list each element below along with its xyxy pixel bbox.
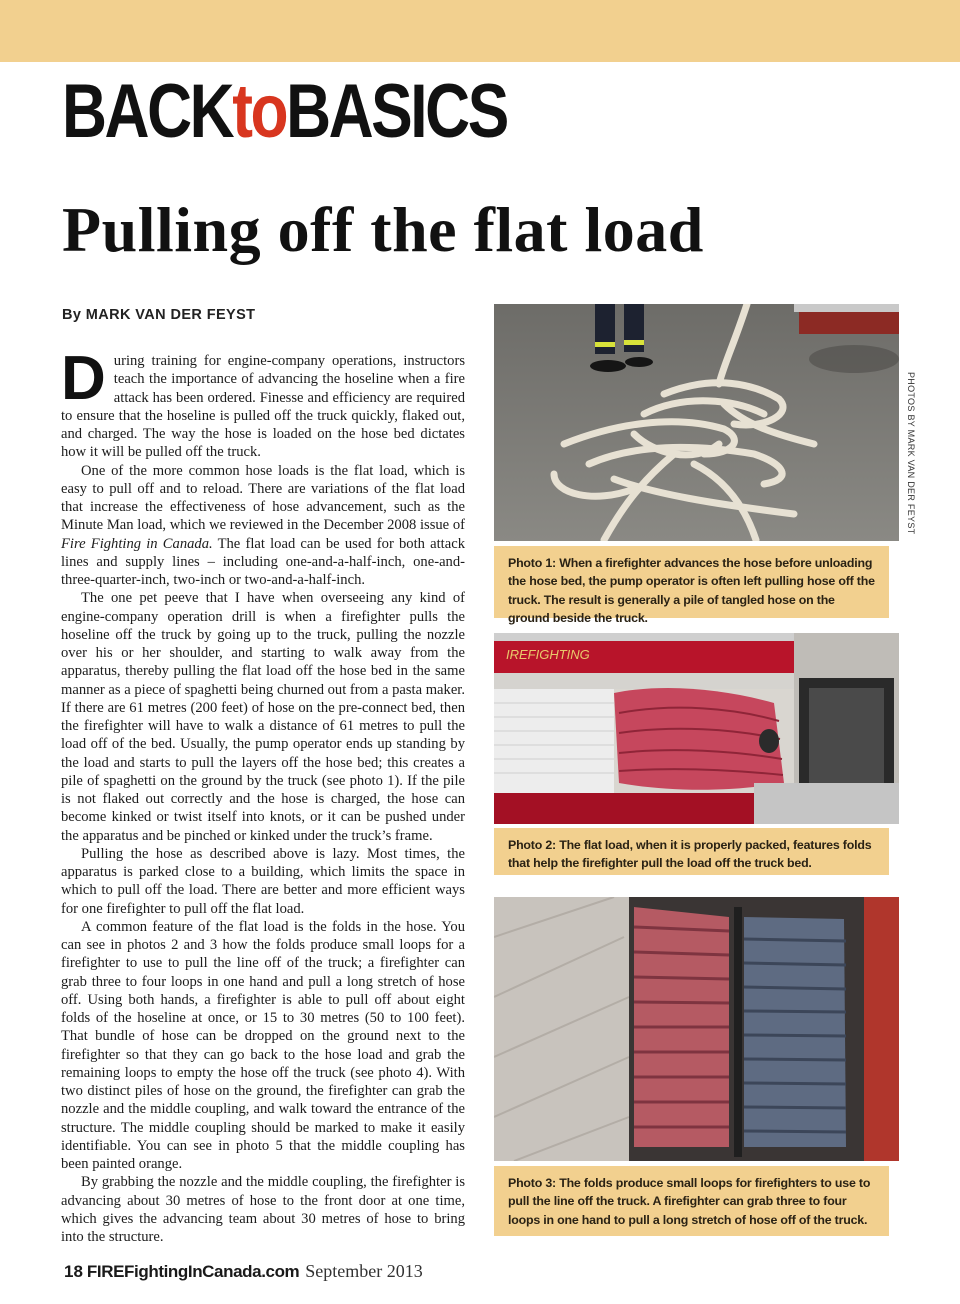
byline: By MARK VAN DER FEYST: [62, 307, 256, 323]
paragraph-2-text-a: One of the more common hose loads is the flat load, which is easy to pull off and to reload. There are variations of the flat load that increase the effectiveness of hose advancement, such as the Minute Man load, which we reviewed in the December 2008 issue of: [61, 462, 465, 534]
paragraph-5: A common feature of the flat load is the folds in the hose. You can see in photos 2 and 3 how the folds produce small loops for a firefighter to use to pull the line off of the truck; a firefighter can grab three to four loops in one hand and pull a long stretch of hose off. Using both hands, a firefighter is able to pull off about eight folds of the hoseline at once, or 15 to 30 metres (50 to 100 feet). That bundle of hose can be dropped on the ground next to the firefighter so that they can go back to the hose load and grab the remaining loops to empty the hose off the truck (see photo 4). With two distinct piles of hose on the ground, the firefighter can grab the nozzle and the middle coupling, and walk toward the entrance of the structure. The middle coupling should be marked to make it easily identifiable. You can see in photo 5 that the middle coupling has been painted orange.: [61, 918, 465, 1172]
photo-credit: PHOTOS BY MARK VAN DER FEYST: [906, 372, 916, 535]
article-body: [61, 344, 466, 1246]
masthead-basics: BASICS: [286, 69, 507, 154]
paragraph-6: By grabbing the nozzle and the middle coupling, the firefighter is advancing about 30 metres of hose to the front door at one time, which gives the advancing team about 30 metres of hose to bring into the structure.: [61, 1174, 465, 1245]
paragraph-1-text: uring training for engine-company operations, instructors teach the importance of advancing the hoseline when a fire attack has been ordered. Finesse and efficiency are required to ensure that the hoseline is pulled off the truck quickly, flaked out, and charged. The way the hose is loaded on the hose bed dictates how it will be pulled off the truck.: [61, 353, 465, 461]
photo-2-flat-load: [494, 633, 899, 824]
magazine-title: Fire Fighting in Canada.: [61, 535, 213, 552]
page-footer: [64, 1260, 423, 1283]
photo-3-caption: Photo 3: The folds produce small loops for firefighters to use to pull the line off the truck. A firefighter can grab three to four loops in one hand to pull a long stretch of hose off of the truck.: [494, 1166, 889, 1236]
photo-2-caption: Photo 2: The flat load, when it is properly packed, features folds that help the firefighter pull the load off the truck bed.: [494, 828, 889, 875]
photo-1-caption: Photo 1: When a firefighter advances the hose before unloading the hose bed, the pump operator is often left pulling hose off the truck. The result is generally a pile of tangled hose on the ground beside the truck.: [494, 546, 889, 618]
section-masthead: [62, 69, 507, 154]
paragraph-2: [61, 462, 465, 590]
paragraph-1: [61, 344, 465, 462]
masthead-back: BACK: [62, 69, 233, 154]
masthead-to: to: [232, 69, 287, 154]
issue-date: September 2013: [305, 1261, 423, 1281]
paragraph-4: Pulling the hose as described above is lazy. Most times, the apparatus is parked close to a building, which limits the space in which to pull off the load. There are better and more efficient ways for one firefighter to pull off the flat load.: [61, 845, 465, 917]
photo-1-hose-pile: [494, 304, 899, 541]
drop-cap: D: [61, 344, 106, 413]
paragraph-3: The one pet peeve that I have when overseeing any kind of engine-company operation drill is when a firefighter pulls the hoseline off the truck by going up to the truck, pulling the nozzle over his or her shoulder, and starting to walk away from the apparatus, thereby pulling the flat load off the hose bed in the same manner as a piece of spaghetti being churned out from a pasta maker. If there are 61 metres (200 feet) of hose on the pre-connect bed, then the firefighter will have to walk a distance of 61 metres to pull the load off of the bed. Usually, the pump operator ends up standing by the load and starts to pull the layers off the hose bed; this creates a pile of spaghetti on the ground by the truck (see photo 1). If the pile is not flaked out correctly and the hose is charged, the hose can become kinked or twist itself into knots, or it can be pushed under the apparatus and be pinched or kinked under the truck’s frame.: [61, 590, 466, 844]
paragraph-2-text-b: The flat load can be used for both attack lines and supply lines – including one-and-a-half-inch, one-and-three-quarter-inch, two-inch or two-and-a-half-inch.: [61, 535, 465, 588]
svg-text:IREFIGHTING: IREFIGHTING: [506, 647, 590, 662]
article-headline: Pulling off the flat load: [62, 194, 704, 265]
top-color-band: [0, 0, 960, 62]
website-link[interactable]: FIREFightingInCanada.com: [86, 1262, 300, 1281]
photo-3-hose-folds: [494, 897, 899, 1161]
page-number: 18: [64, 1262, 83, 1281]
